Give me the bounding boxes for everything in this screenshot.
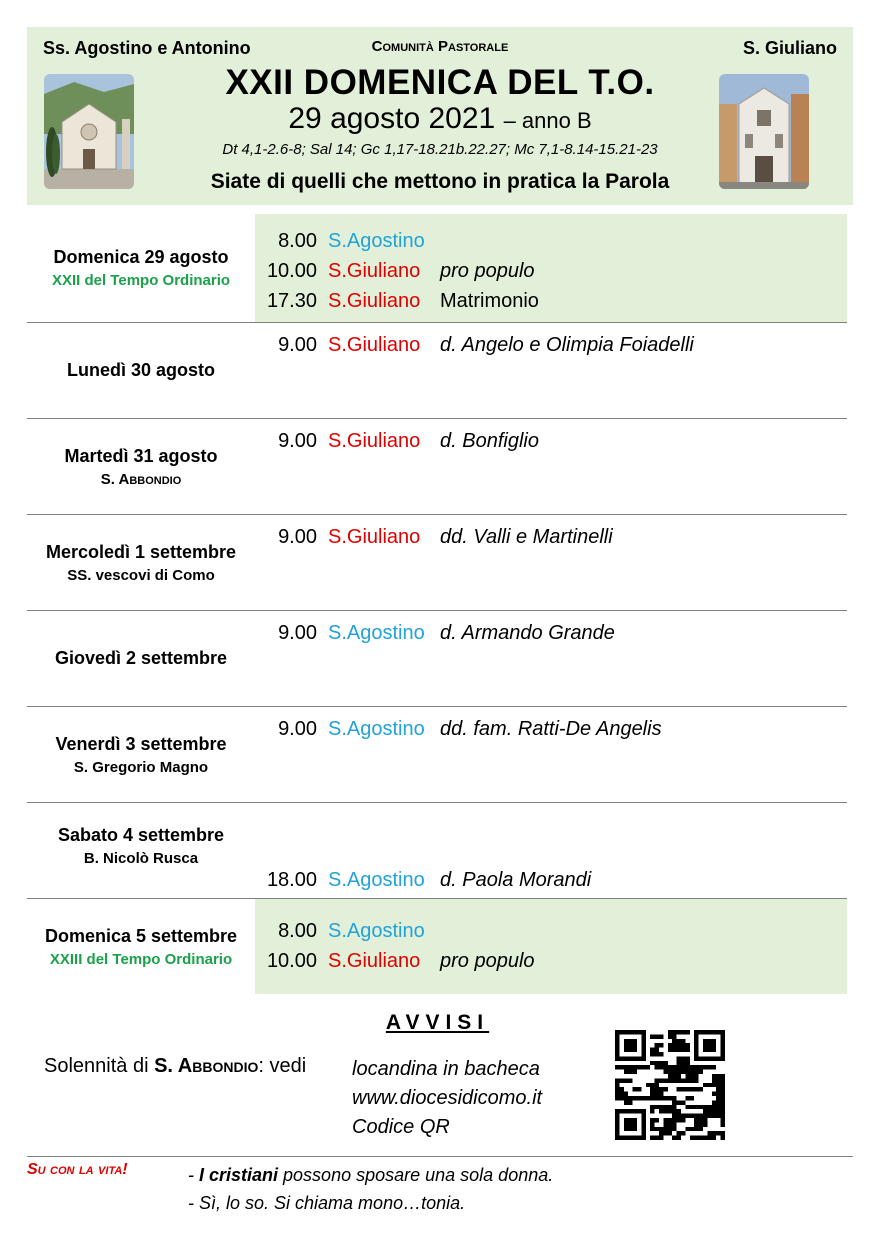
mass-entry [255, 330, 847, 360]
day-name: Domenica 5 settembre [44, 925, 238, 946]
day-row [27, 611, 847, 707]
mass-church: S.Agostino [328, 869, 425, 891]
mass-church: S.Agostino [328, 230, 425, 252]
day-name: Lunedì 30 agosto [66, 360, 216, 380]
readings: Dt 4,1-2.6-8; Sal 14; Gc 1,17-18.21b.22.27; Mc 7,1-8.14-15.21-23 [222, 141, 658, 158]
mass-time: 8.00 [278, 230, 317, 252]
mass-times [255, 323, 847, 418]
mass-entry [255, 256, 847, 286]
mass-church: S.Agostino [328, 622, 425, 644]
left-parish: Ss. Agostino e Antonino [43, 38, 251, 58]
community-label: Comunità Pastorale [371, 38, 509, 55]
day-feast: SS. vescovi di Como [67, 566, 215, 584]
solennita-post: : vedi [258, 1055, 307, 1077]
avvisi-line: Codice QR [352, 1116, 450, 1138]
avvisi-heading: AVVISI [385, 1011, 490, 1034]
day-cell [27, 899, 255, 994]
mass-intention: Matrimonio [440, 290, 539, 312]
solennita-saint: S. Abbondio [154, 1055, 259, 1077]
mass-times [255, 611, 847, 706]
mass-intention: dd. Valli e Martinelli [440, 526, 613, 548]
mass-church: S.Giuliano [328, 290, 421, 312]
day-name: Martedì 31 agosto [64, 445, 218, 466]
mass-intention: pro populo [440, 950, 535, 972]
mass-entry [255, 865, 847, 895]
day-feast: XXIII del Tempo Ordinario [49, 950, 233, 968]
day-feast: B. Nicolò Rusca [83, 850, 199, 867]
mass-entry [255, 522, 847, 552]
day-feast: S. Gregorio Magno [73, 758, 209, 776]
mass-times [255, 419, 847, 514]
header-banner [27, 27, 853, 205]
avvisi-heading-wrap [0, 1011, 875, 1035]
day-row [27, 214, 847, 323]
mass-church: S.Agostino [328, 920, 425, 942]
day-cell [27, 803, 255, 867]
day-cell [27, 611, 255, 706]
church-photo-right [719, 74, 809, 189]
page-title: XXII DOMENICA DEL T.O. [225, 63, 655, 102]
mass-entry [255, 426, 847, 456]
day-name: Mercoledì 1 settembre [45, 541, 237, 562]
mass-intention: pro populo [440, 260, 535, 282]
mass-intention: dd. fam. Ratti-De Angelis [440, 718, 662, 740]
mass-intention: d. Armando Grande [440, 622, 615, 644]
mass-intention: d. Bonfiglio [440, 430, 539, 452]
day-name: Giovedì 2 settembre [54, 648, 228, 668]
mass-church: S.Giuliano [328, 430, 421, 452]
mass-entry [255, 618, 847, 648]
joke-line-1: - I cristiani possono sposare una sola donna. [188, 1165, 554, 1185]
mass-time: 9.00 [278, 334, 317, 356]
day-cell [27, 419, 255, 514]
day-row [27, 323, 847, 419]
solennita-pre: Solennità di [44, 1055, 155, 1077]
day-name: Sabato 4 settembre [57, 825, 225, 845]
avvisi-line: www.diocesidicomo.it [352, 1087, 543, 1109]
mass-times [255, 515, 847, 610]
joke-label: Su con la vita! [27, 1161, 128, 1178]
divider [27, 1156, 853, 1157]
day-row [27, 419, 847, 515]
mass-time: 8.00 [278, 920, 317, 942]
mass-schedule [27, 214, 847, 994]
right-parish: S. Giuliano [742, 38, 837, 58]
mass-time: 9.00 [278, 622, 317, 644]
mass-entry [255, 714, 847, 744]
day-row [27, 515, 847, 611]
day-row [27, 707, 847, 803]
anno: – anno B [503, 108, 592, 133]
mass-church: S.Giuliano [328, 950, 421, 972]
date: 29 agosto 2021 [288, 102, 496, 135]
joke-line-2: - Sì, lo so. Si chiama mono…tonia. [188, 1193, 466, 1213]
mass-time: 10.00 [266, 950, 317, 972]
joke-text [188, 1161, 553, 1217]
mass-time: 18.00 [266, 869, 317, 891]
day-row [27, 803, 847, 899]
day-name: Venerdì 3 settembre [55, 733, 227, 754]
mass-church: S.Giuliano [328, 526, 421, 548]
day-cell [27, 214, 255, 322]
mass-time: 9.00 [278, 718, 317, 740]
day-cell [27, 323, 255, 418]
mass-time: 10.00 [266, 260, 317, 282]
mass-time: 17.30 [266, 290, 317, 312]
motto: Siate di quelli che mettono in pratica la Parola [210, 170, 670, 193]
mass-entry [255, 946, 847, 976]
mass-church: S.Agostino [328, 718, 425, 740]
avvisi-line: locandina in bacheca [352, 1058, 540, 1080]
day-cell [27, 515, 255, 610]
mass-times [255, 803, 847, 898]
avvisi-details [352, 1055, 542, 1142]
mass-intention: d. Paola Morandi [440, 869, 592, 891]
mass-times [255, 707, 847, 802]
day-name: Domenica 29 agosto [53, 247, 229, 267]
mass-times [255, 214, 847, 322]
day-cell [27, 707, 255, 802]
mass-entry [255, 916, 847, 946]
mass-time: 9.00 [278, 526, 317, 548]
day-row [27, 899, 847, 994]
mass-church: S.Giuliano [328, 260, 421, 282]
joke-rest: possono sposare una sola donna. [278, 1165, 554, 1185]
solennita-text [44, 1055, 306, 1078]
day-feast: S. Abbondio [100, 470, 182, 488]
mass-intention: d. Angelo e Olimpia Foiadelli [440, 334, 694, 356]
day-feast: XXII del Tempo Ordinario [51, 272, 231, 289]
mass-entry [255, 286, 847, 316]
mass-times [255, 899, 847, 994]
qr-code-icon [615, 1030, 725, 1140]
mass-entry [255, 226, 847, 256]
church-photo-left [44, 74, 134, 189]
mass-church: S.Giuliano [328, 334, 421, 356]
mass-time: 9.00 [278, 430, 317, 452]
joke-bold: I cristiani [199, 1165, 279, 1185]
